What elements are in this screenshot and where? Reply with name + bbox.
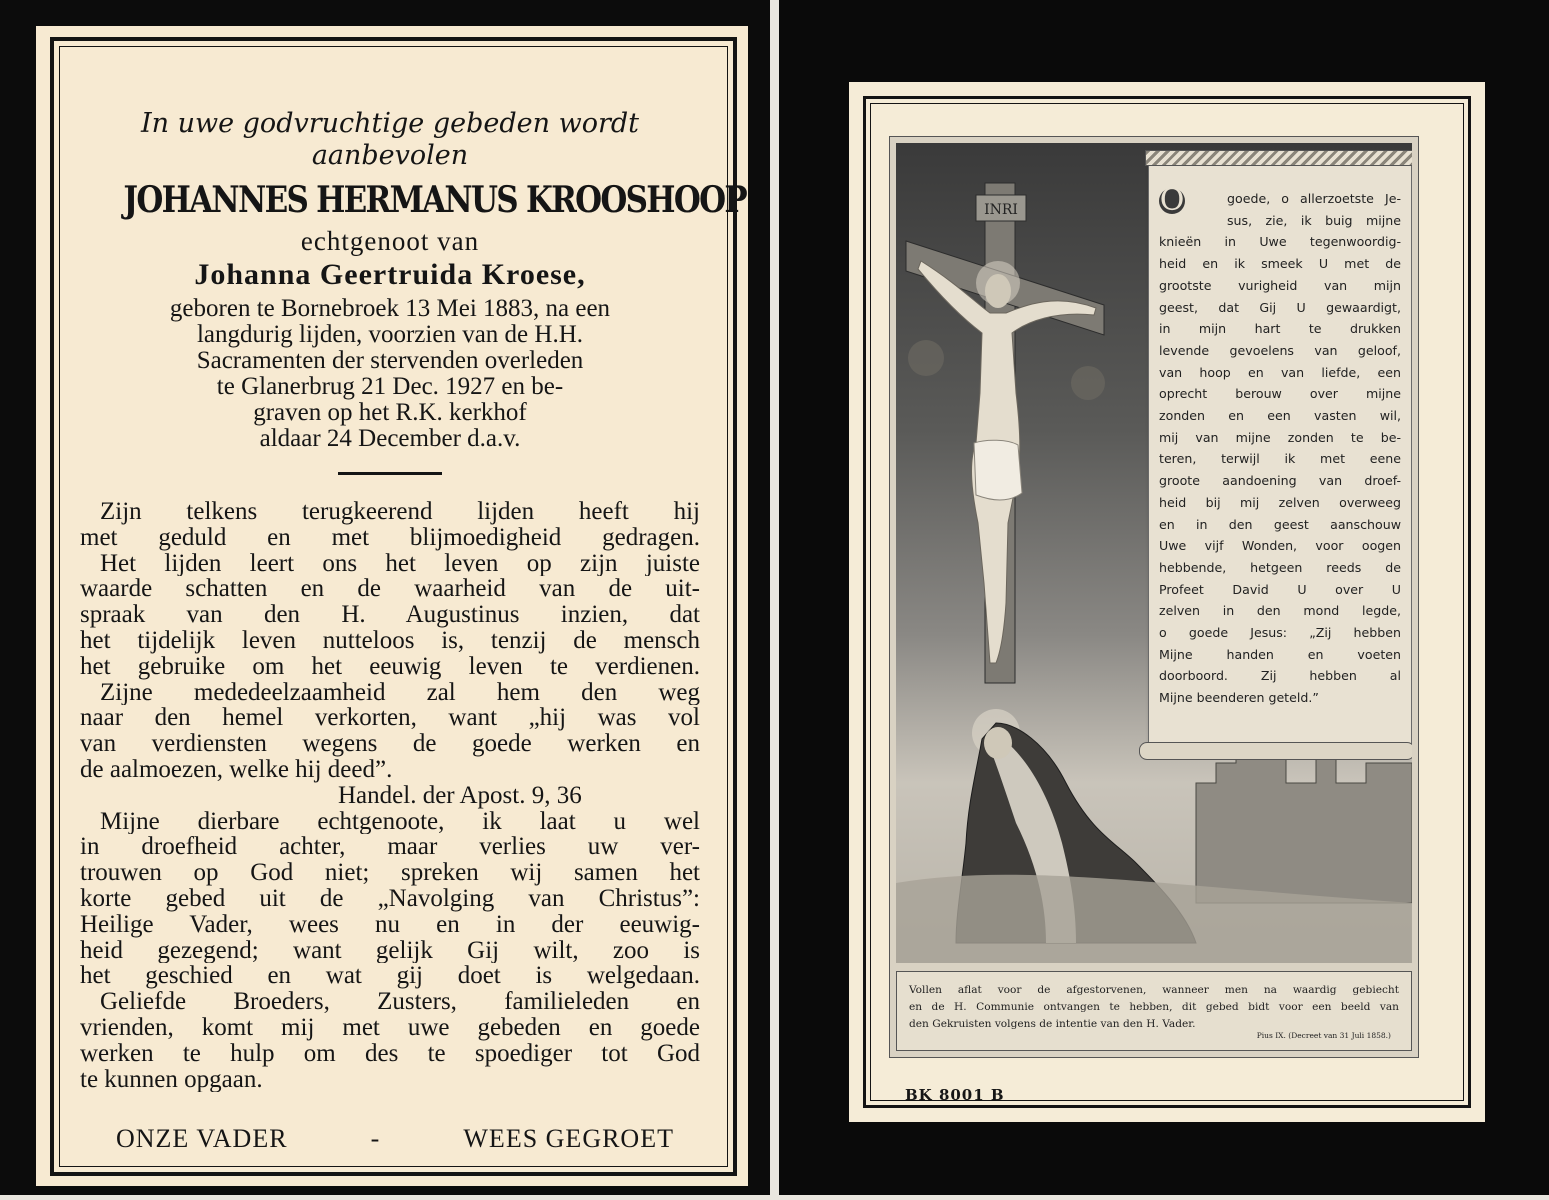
body-line: Zijn telkens terugkeerend lijden heeft hij bbox=[100, 499, 700, 525]
crucifixion-picture bbox=[896, 143, 1412, 963]
closing-prayers bbox=[116, 1124, 674, 1154]
body-line: heid gezegend; want gelijk Gij wilt, zoo is bbox=[80, 937, 700, 964]
bio-line: aldaar 24 December d.a.v. bbox=[259, 425, 521, 452]
prayer-text bbox=[1159, 183, 1401, 709]
prayer-scroll bbox=[1148, 155, 1412, 747]
body-line: waarde schatten en de waarheid van de uit- bbox=[80, 576, 700, 603]
indulgence-note bbox=[896, 971, 1412, 1051]
indulgence-line: den Gekruisten volgens de intentie van den H. Vader. bbox=[909, 1018, 1196, 1030]
prayer-line: in mijn hart te drukken bbox=[1159, 321, 1401, 337]
indulgence-source: Pius IX. (Decreet van 31 Juli 1858.) bbox=[1256, 1031, 1391, 1040]
prayer-line: geest, dat Gij U gewaardigt, bbox=[1159, 299, 1401, 315]
prayer-line: Mijne handen en voeten bbox=[1159, 646, 1401, 662]
body-line: trouwen op God niet; spreken wij samen het bbox=[80, 860, 700, 886]
right-card bbox=[779, 0, 1549, 1195]
indulgence-line: en de H. Communie ontvangen te hebben, dit gebed bidt voor een beeld van bbox=[909, 1001, 1399, 1013]
prayer-line: en in den geest aanschouw bbox=[1159, 516, 1401, 532]
prayer-line: Uwe vijf Wonden, voor oogen bbox=[1159, 538, 1401, 554]
body-line: Zijne mededeelzaamheid zal hem den weg bbox=[100, 679, 700, 706]
body-line: Het lijden leert ons het leven op zijn juiste bbox=[100, 550, 700, 577]
prayer-line: heid bij mij zelven overweeg bbox=[1159, 494, 1401, 510]
prayer-line: Profeet David U over U bbox=[1159, 581, 1401, 597]
body-line: spraak van den H. Augustinus inzien, dat bbox=[80, 602, 700, 628]
prayer-line: levende gevoelens van geloof, bbox=[1159, 342, 1401, 358]
left-paper bbox=[36, 26, 748, 1186]
prayer-line: oprecht berouw over mijne bbox=[1159, 386, 1401, 402]
prayer-line: goede, o allerzoetste Je- bbox=[1227, 191, 1401, 206]
right-paper bbox=[849, 82, 1485, 1122]
prayer-line: grootste vurigheid van mijn bbox=[1159, 277, 1401, 293]
prayer-line: sus, zie, ik buig mijne bbox=[1227, 212, 1401, 228]
print-code: BK 8001 B bbox=[905, 1086, 1005, 1104]
left-card bbox=[0, 0, 770, 1195]
prayer-dropcap: O bbox=[1159, 183, 1185, 218]
body-line: werken te hulp om des te spoediger tot God bbox=[80, 1040, 700, 1067]
bio-line: geboren te Bornebroek 13 Mei 1883, na een bbox=[169, 295, 611, 322]
body-line: in droefheid achter, maar verlies uw ver- bbox=[80, 834, 700, 861]
body-line: het gebruike om het eeuwig leven te verdienen. bbox=[80, 653, 700, 680]
bio-line: Sacramenten der stervenden overleden bbox=[196, 347, 584, 374]
prayer-line: zelven in den mond legde, bbox=[1159, 603, 1401, 619]
body-line: Mijne dierbare echtgenoote, ik laat u wel bbox=[100, 808, 700, 835]
prayer-line: knieën in Uwe tegenwoordig- bbox=[1159, 234, 1401, 250]
divider-rule bbox=[338, 472, 442, 475]
prayer-line: doorboord. Zij hebben al bbox=[1159, 668, 1401, 684]
prayer-our-father: ONZE VADER bbox=[116, 1124, 288, 1153]
body-line: naar den hemel verkorten, want „hij was vol bbox=[80, 705, 700, 732]
indulgence-line: Vollen aflat voor de afgestorvenen, wanneer men na waardig gebiecht bbox=[909, 984, 1399, 996]
intro-line-1: In uwe godvruchtige gebeden wordt bbox=[140, 108, 640, 139]
body-line: het tijdelijk leven nutteloos is, tenzij de mensch bbox=[80, 627, 700, 654]
body-line: Geliefde Broeders, Zusters, familieleden en bbox=[100, 989, 700, 1015]
memorial-text bbox=[80, 108, 746, 1093]
body-line: Heilige Vader, wees nu en in der eeuwig- bbox=[80, 911, 700, 938]
prayer-hail-mary: WEES GEGROET bbox=[463, 1124, 674, 1153]
biography bbox=[80, 296, 700, 452]
prayer-line: mij van mijne zonden te be- bbox=[1159, 429, 1401, 445]
intro-line-2: aanbevolen bbox=[311, 140, 469, 171]
body-line: het geschied en wat gij doet is welgedaan. bbox=[80, 963, 700, 990]
prayer-line: van hoop en van liefde, een bbox=[1159, 364, 1401, 380]
body-line: de aalmoezen, welke hij deed”. bbox=[80, 756, 393, 783]
scripture-citation: Handel. der Apost. 9, 36 bbox=[338, 781, 582, 809]
bio-line: te Glanerbrug 21 Dec. 1927 en be- bbox=[216, 373, 564, 400]
prayer-line: zonden en een vasten wil, bbox=[1159, 408, 1401, 424]
spouse-label: echtgenoot van bbox=[300, 226, 480, 256]
body-line: vrienden, komt mij met uwe gebeden en goede bbox=[80, 1014, 700, 1041]
prayer-line: o goede Jesus: „Zij hebben bbox=[1159, 625, 1401, 641]
body-line: te kunnen opgaan. bbox=[80, 1066, 263, 1093]
deceased-name: JOHANNES HERMANUS KROOSHOOP bbox=[123, 179, 746, 221]
spouse-name: Johanna Geertruida Kroese, bbox=[194, 258, 586, 291]
prayer-line: Mijne beenderen geteld.” bbox=[1159, 690, 1319, 706]
bio-line: graven op het R.K. kerkhof bbox=[253, 399, 527, 426]
prayer-line: heid en ik smeek U met de bbox=[1159, 256, 1401, 272]
scroll-rod bbox=[1145, 150, 1412, 166]
body-line: met geduld en met blijmoedigheid gedragen. bbox=[80, 524, 700, 551]
devotional-print bbox=[889, 136, 1419, 1058]
prayer-separator: - bbox=[370, 1124, 381, 1153]
inri-label: INRI bbox=[984, 202, 1018, 218]
prayer-line: hebbende, hetgeen reeds de bbox=[1159, 559, 1401, 575]
body-line: van verdiensten wegens de goede werken en bbox=[80, 731, 700, 757]
prayer-line: groote aandoening van droef- bbox=[1159, 473, 1401, 489]
scroll-curl bbox=[1139, 742, 1412, 760]
bio-line: langdurig lijden, voorzien van de H.H. bbox=[196, 321, 583, 348]
memorial-body bbox=[80, 499, 700, 1092]
prayer-line: teren, terwijl ik met eene bbox=[1159, 451, 1401, 467]
body-line: korte gebed uit de „Navolging van Christus”: bbox=[80, 885, 700, 912]
